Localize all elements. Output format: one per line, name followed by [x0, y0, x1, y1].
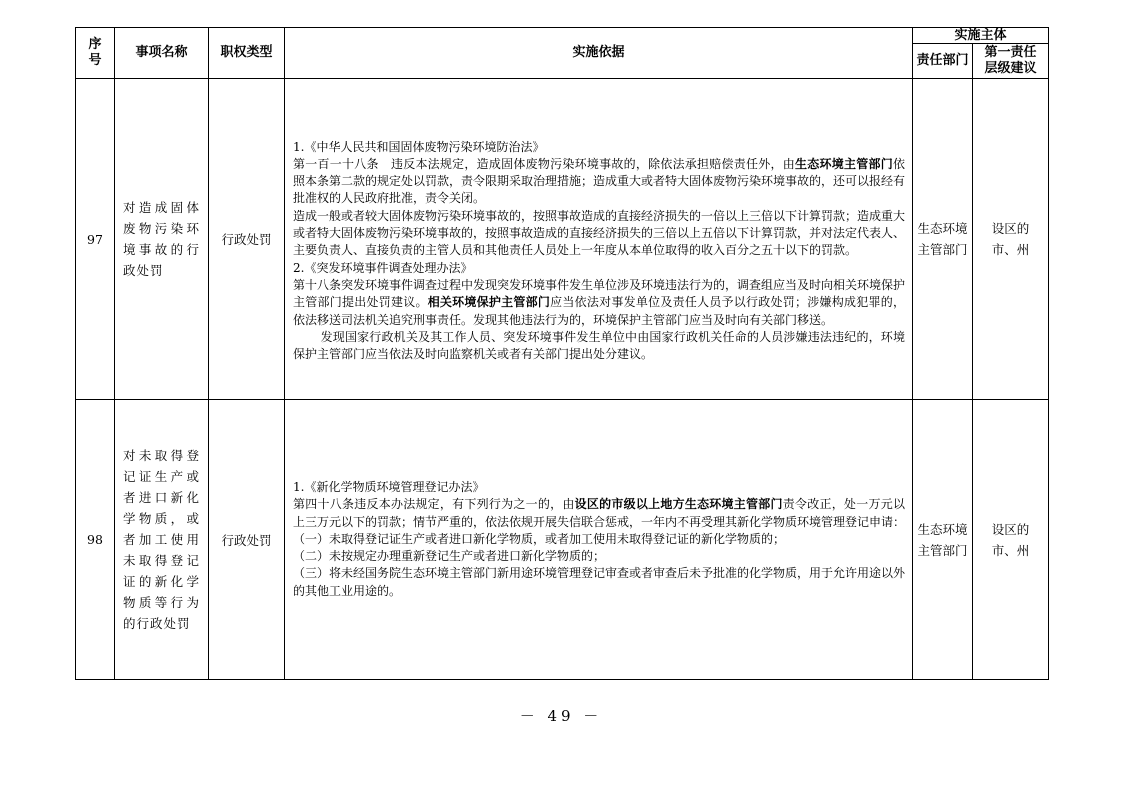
row-name: 对造成固体废物污染环境事故的行政处罚 [115, 79, 209, 400]
basis-line: 发现国家行政机关及其工作人员、突发环境事件发生单位中由国家行政机关任命的人员涉嫌违法违纪的，环境保护主管部门应当依法及时向监察机关或者有关部门提出处分建议。 [293, 329, 905, 362]
row-type: 行政处罚 [209, 400, 285, 680]
page-number: － 49 － [519, 707, 603, 725]
header-basis: 实施依据 [285, 28, 913, 79]
row-name: 对未取得登记证生产或者进口新化学物质，或者加工使用未取得登记证的新化学物质等行为的行政处罚 [115, 400, 209, 680]
basis-line: （一）未取得登记证生产或者进口新化学物质，或者加工使用未取得登记证的新化学物质的； [293, 531, 786, 546]
table-row [76, 79, 1049, 400]
table-row [76, 400, 1049, 680]
header-seq: 序号 [76, 28, 115, 79]
row-level: 设区的市、州 [973, 400, 1049, 680]
header-type: 职权类型 [209, 28, 285, 79]
header-level: 第一责任层级建议 [973, 44, 1049, 79]
row-seq: 97 [76, 79, 115, 400]
basis-line: 第十八条突发环境事件调查过程中发现突发环境事件发生单位涉及环境违法行为的，调查组应当及时向相关环境保护主管部门提出处罚建议。相关环境保护主管部门应当依法对事发单位及责任人员予以行政处罚；涉嫌构成犯罪的，依法移送司法机关追究刑事责任。发现其他违法行为的，环境保护主管部门应当及时向有关部门移送。 [293, 277, 906, 327]
row-basis [285, 79, 913, 400]
basis-line: 第一百一十八条 违反本法规定，造成固体废物污染环境事故的，除依法承担赔偿责任外，由生态环境主管部门依照本条第二款的规定处以罚款，责令限期采取治理措施；造成重大或者特大固体废物污染环境事故的，还可以报经有批准权的人民政府批准，责令关闭。 [293, 156, 906, 206]
row-basis [285, 400, 913, 680]
row-seq: 98 [76, 400, 115, 680]
row-dept: 生态环境主管部门 [913, 400, 973, 680]
header-dept: 责任部门 [913, 44, 973, 79]
basis-line: 1.《新化学物质环境管理登记办法》 [293, 479, 485, 494]
basis-line: 1.《中华人民共和国固体废物污染环境防治法》 [293, 139, 545, 154]
row-level: 设区的市、州 [973, 79, 1049, 400]
header-name: 事项名称 [115, 28, 209, 79]
basis-line: （三）将未经国务院生态环境主管部门新用途环境管理登记审查或者审查后未予批准的化学物质，用于允许用途以外的其他工业用途的。 [293, 566, 906, 598]
header-subject: 实施主体 [913, 28, 1049, 44]
row-type: 行政处罚 [209, 79, 285, 400]
basis-line: （二）未按规定办理重新登记生产或者进口新化学物质的； [293, 549, 606, 564]
row-dept: 生态环境主管部门 [913, 79, 973, 400]
basis-line: 2.《突发环境事件调查处理办法》 [293, 260, 473, 275]
basis-line: 造成一般或者较大固体废物污染环境事故的，按照事故造成的直接经济损失的一倍以上三倍以下计算罚款；造成重大或者特大固体废物污染环境事故的，按照事故造成的直接经济损失的三倍以上五倍以下计算罚款，并对法定代表人、主要负责人、直接负责的主管人员和其他责任人员处上一年度从本单位取得的收入百分之五十以下的罚款。 [293, 208, 906, 258]
regulation-table [75, 27, 1049, 680]
basis-line: 第四十八条违反本办法规定，有下列行为之一的，由设区的市级以上地方生态环境主管部门责令改正，处一万元以上三万元以下的罚款；情节严重的，依法依规开展失信联合惩戒，一年内不再受理其新化学物质环境管理登记申请： [293, 497, 906, 529]
